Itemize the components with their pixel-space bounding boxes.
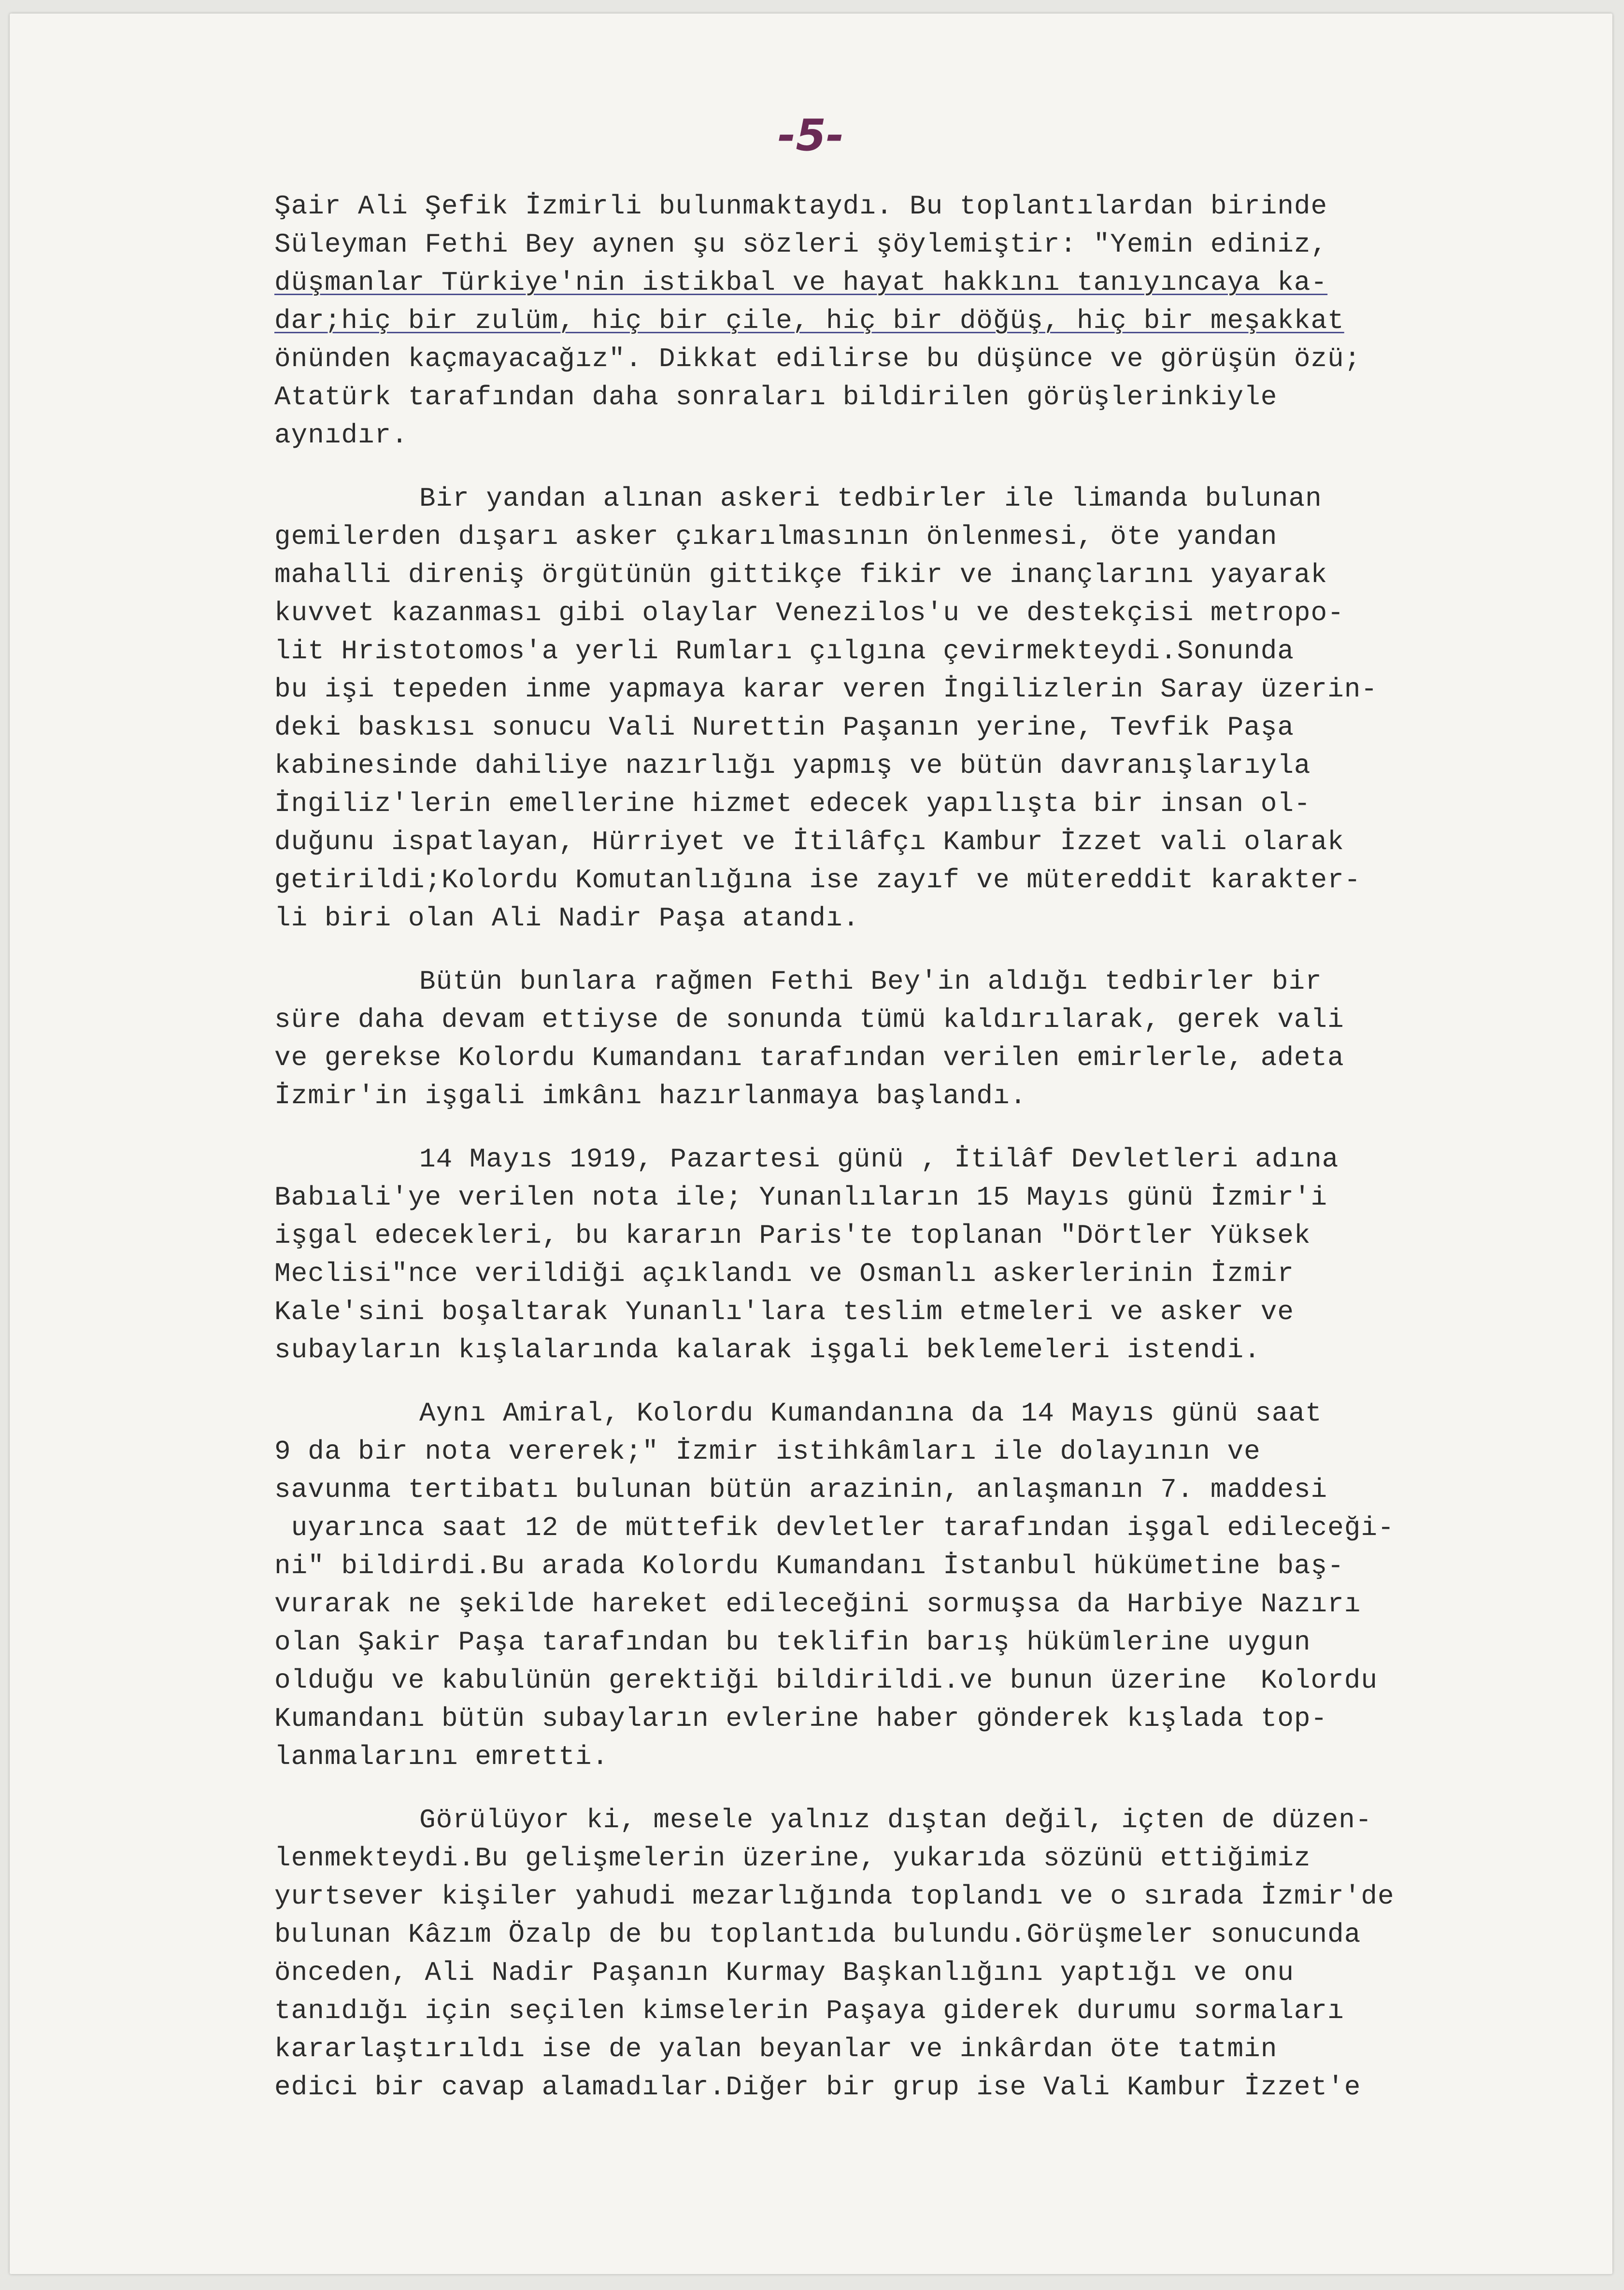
text-line: İzmir'in işgali imkânı hazırlanmaya başlandı.: [274, 1081, 1027, 1111]
text-line: ni" bildirdi.Bu arada Kolordu Kumandanı İstanbul hükümetine baş-: [274, 1550, 1344, 1581]
text-line: li biri olan Ali Nadir Paşa atandı.: [274, 903, 860, 934]
text-line: gemilerden dışarı asker çıkarılmasının önlenmesi, öte yandan: [274, 521, 1278, 552]
text-line: olan Şakir Paşa tarafından bu teklifin barış hükümlerine uygun: [274, 1627, 1311, 1658]
text-line: edici bir cavap alamadılar.Diğer bir grup ise Vali Kambur İzzet'e: [274, 2072, 1361, 2103]
text-line: 14 Mayıs 1919, Pazartesi günü , İtilâf Devletleri adına: [419, 1144, 1339, 1175]
text-line: önünden kaçmayacağız". Dikkat edilirse bu düşünce ve görüşün özü;: [274, 343, 1361, 374]
text-line: Kumandanı bütün subayların evlerine haber gönderek kışlada top-: [274, 1703, 1328, 1734]
text-line: kabinesinde dahiliye nazırlığı yapmış ve bütün davranışlarıyla: [274, 750, 1311, 781]
paragraph-2: [274, 480, 1588, 938]
text-line: yurtsever kişiler yahudi mezarlığında toplandı ve o sırada İzmir'de: [274, 1881, 1395, 1912]
text-line: Görülüyor ki, mesele yalnız dıştan değil, içten de düzen-: [419, 1805, 1372, 1835]
text-line: mahalli direniş örgütünün gittikçe fikir ve inançlarını yayarak: [274, 559, 1328, 590]
text-line: getirildi;Kolordu Komutanlığına ise zayıf ve mütereddit karakter-: [274, 865, 1361, 896]
text-line: bulunan Kâzım Özalp de bu toplantıda bulundu.Görüşmeler sonucunda: [274, 1919, 1361, 1950]
text-line: ve gerekse Kolordu Kumandanı tarafından verilen emirlerle, adeta: [274, 1042, 1344, 1073]
text-line: İngiliz'lerin emellerine hizmet edecek yapılışta bir insan ol-: [274, 788, 1311, 819]
text-line: kararlaştırıldı ise de yalan beyanlar ve inkârdan öte tatmin: [274, 2034, 1278, 2064]
document-page: [10, 14, 1612, 2274]
text-line: önceden, Ali Nadir Paşanın Kurmay Başkanlığını yaptığı ve onu: [274, 1957, 1294, 1988]
paragraph-5: [274, 1394, 1588, 1776]
text-line: vurarak ne şekilde hareket edileceğini sormuşsa da Harbiye Nazırı: [274, 1589, 1361, 1620]
paragraph-6: [274, 1801, 1588, 2106]
text-line: tanıdığı için seçilen kimselerin Paşaya giderek durumu sormaları: [274, 1995, 1344, 2026]
text-line: lit Hristotomos'a yerli Rumları çılgına çevirmekteydi.Sonunda: [274, 636, 1294, 667]
document-body: [274, 187, 1588, 2106]
text-line: Atatürk tarafından daha sonraları bildirilen görüşlerinkiyle: [274, 382, 1278, 412]
text-line: lenmekteydi.Bu gelişmelerin üzerine, yukarıda sözünü ettiğimiz: [274, 1843, 1311, 1874]
paragraph-1: [274, 187, 1588, 455]
text-line: savunma tertibatı bulunan bütün arazinin, anlaşmanın 7. maddesi: [274, 1474, 1328, 1505]
text-line: Şair Ali Şefik İzmirli bulunmaktaydı. Bu toplantılardan birinde: [274, 191, 1328, 222]
text-line: 9 da bir nota vererek;" İzmir istihkâmları ile dolayının ve: [274, 1436, 1261, 1467]
text-line: Babıali'ye verilen nota ile; Yunanlıların 15 Mayıs günü İzmir'i: [274, 1182, 1328, 1213]
text-line: lanmalarını emretti.: [274, 1741, 609, 1772]
text-line: Süleyman Fethi Bey aynen şu sözleri şöylemiştir: "Yemin ediniz,: [274, 229, 1328, 260]
text-line: uyarınca saat 12 de müttefik devletler tarafından işgal edileceği-: [274, 1512, 1395, 1543]
paragraph-4: [274, 1140, 1588, 1369]
text-line: aynıdır.: [274, 420, 408, 451]
text-line: deki baskısı sonucu Vali Nurettin Paşanın yerine, Tevfik Paşa: [274, 712, 1294, 743]
text-line: Meclisi"nce verildiği açıklandı ve Osmanlı askerlerinin İzmir: [274, 1258, 1294, 1289]
text-line: olduğu ve kabulünün gerektiği bildirildi.ve bunun üzerine Kolordu: [274, 1665, 1378, 1696]
underlined-text-line: dar;hiç bir zulüm, hiç bir çile, hiç bir döğüş, hiç bir meşakkat: [274, 305, 1344, 336]
text-line: duğunu ispatlayan, Hürriyet ve İtilâfçı Kambur İzzet vali olarak: [274, 826, 1344, 857]
text-line: Bir yandan alınan askeri tedbirler ile limanda bulunan: [419, 483, 1322, 514]
text-line: işgal edecekleri, bu kararın Paris'te toplanan "Dörtler Yüksek: [274, 1220, 1311, 1251]
text-line: Bütün bunlara rağmen Fethi Bey'in aldığı tedbirler bir: [419, 966, 1322, 997]
paragraph-3: [274, 963, 1588, 1115]
text-line: Aynı Amiral, Kolordu Kumandanına da 14 Mayıs günü saat: [419, 1398, 1322, 1429]
text-line: kuvvet kazanması gibi olaylar Venezilos'u ve destekçisi metropo-: [274, 597, 1344, 628]
underlined-text-line: düşmanlar Türkiye'nin istikbal ve hayat hakkını tanıyıncaya ka-: [274, 267, 1328, 298]
text-line: bu işi tepeden inme yapmaya karar veren İngilizlerin Saray üzerin-: [274, 674, 1378, 705]
text-line: süre daha devam ettiyse de sonunda tümü kaldırılarak, gerek vali: [274, 1004, 1344, 1035]
text-line: Kale'sini boşaltarak Yunanlı'lara teslim etmeleri ve asker ve: [274, 1296, 1294, 1327]
page-number: -5-: [778, 110, 844, 161]
text-line: subayların kışlalarında kalarak işgali beklemeleri istendi.: [274, 1335, 1261, 1365]
